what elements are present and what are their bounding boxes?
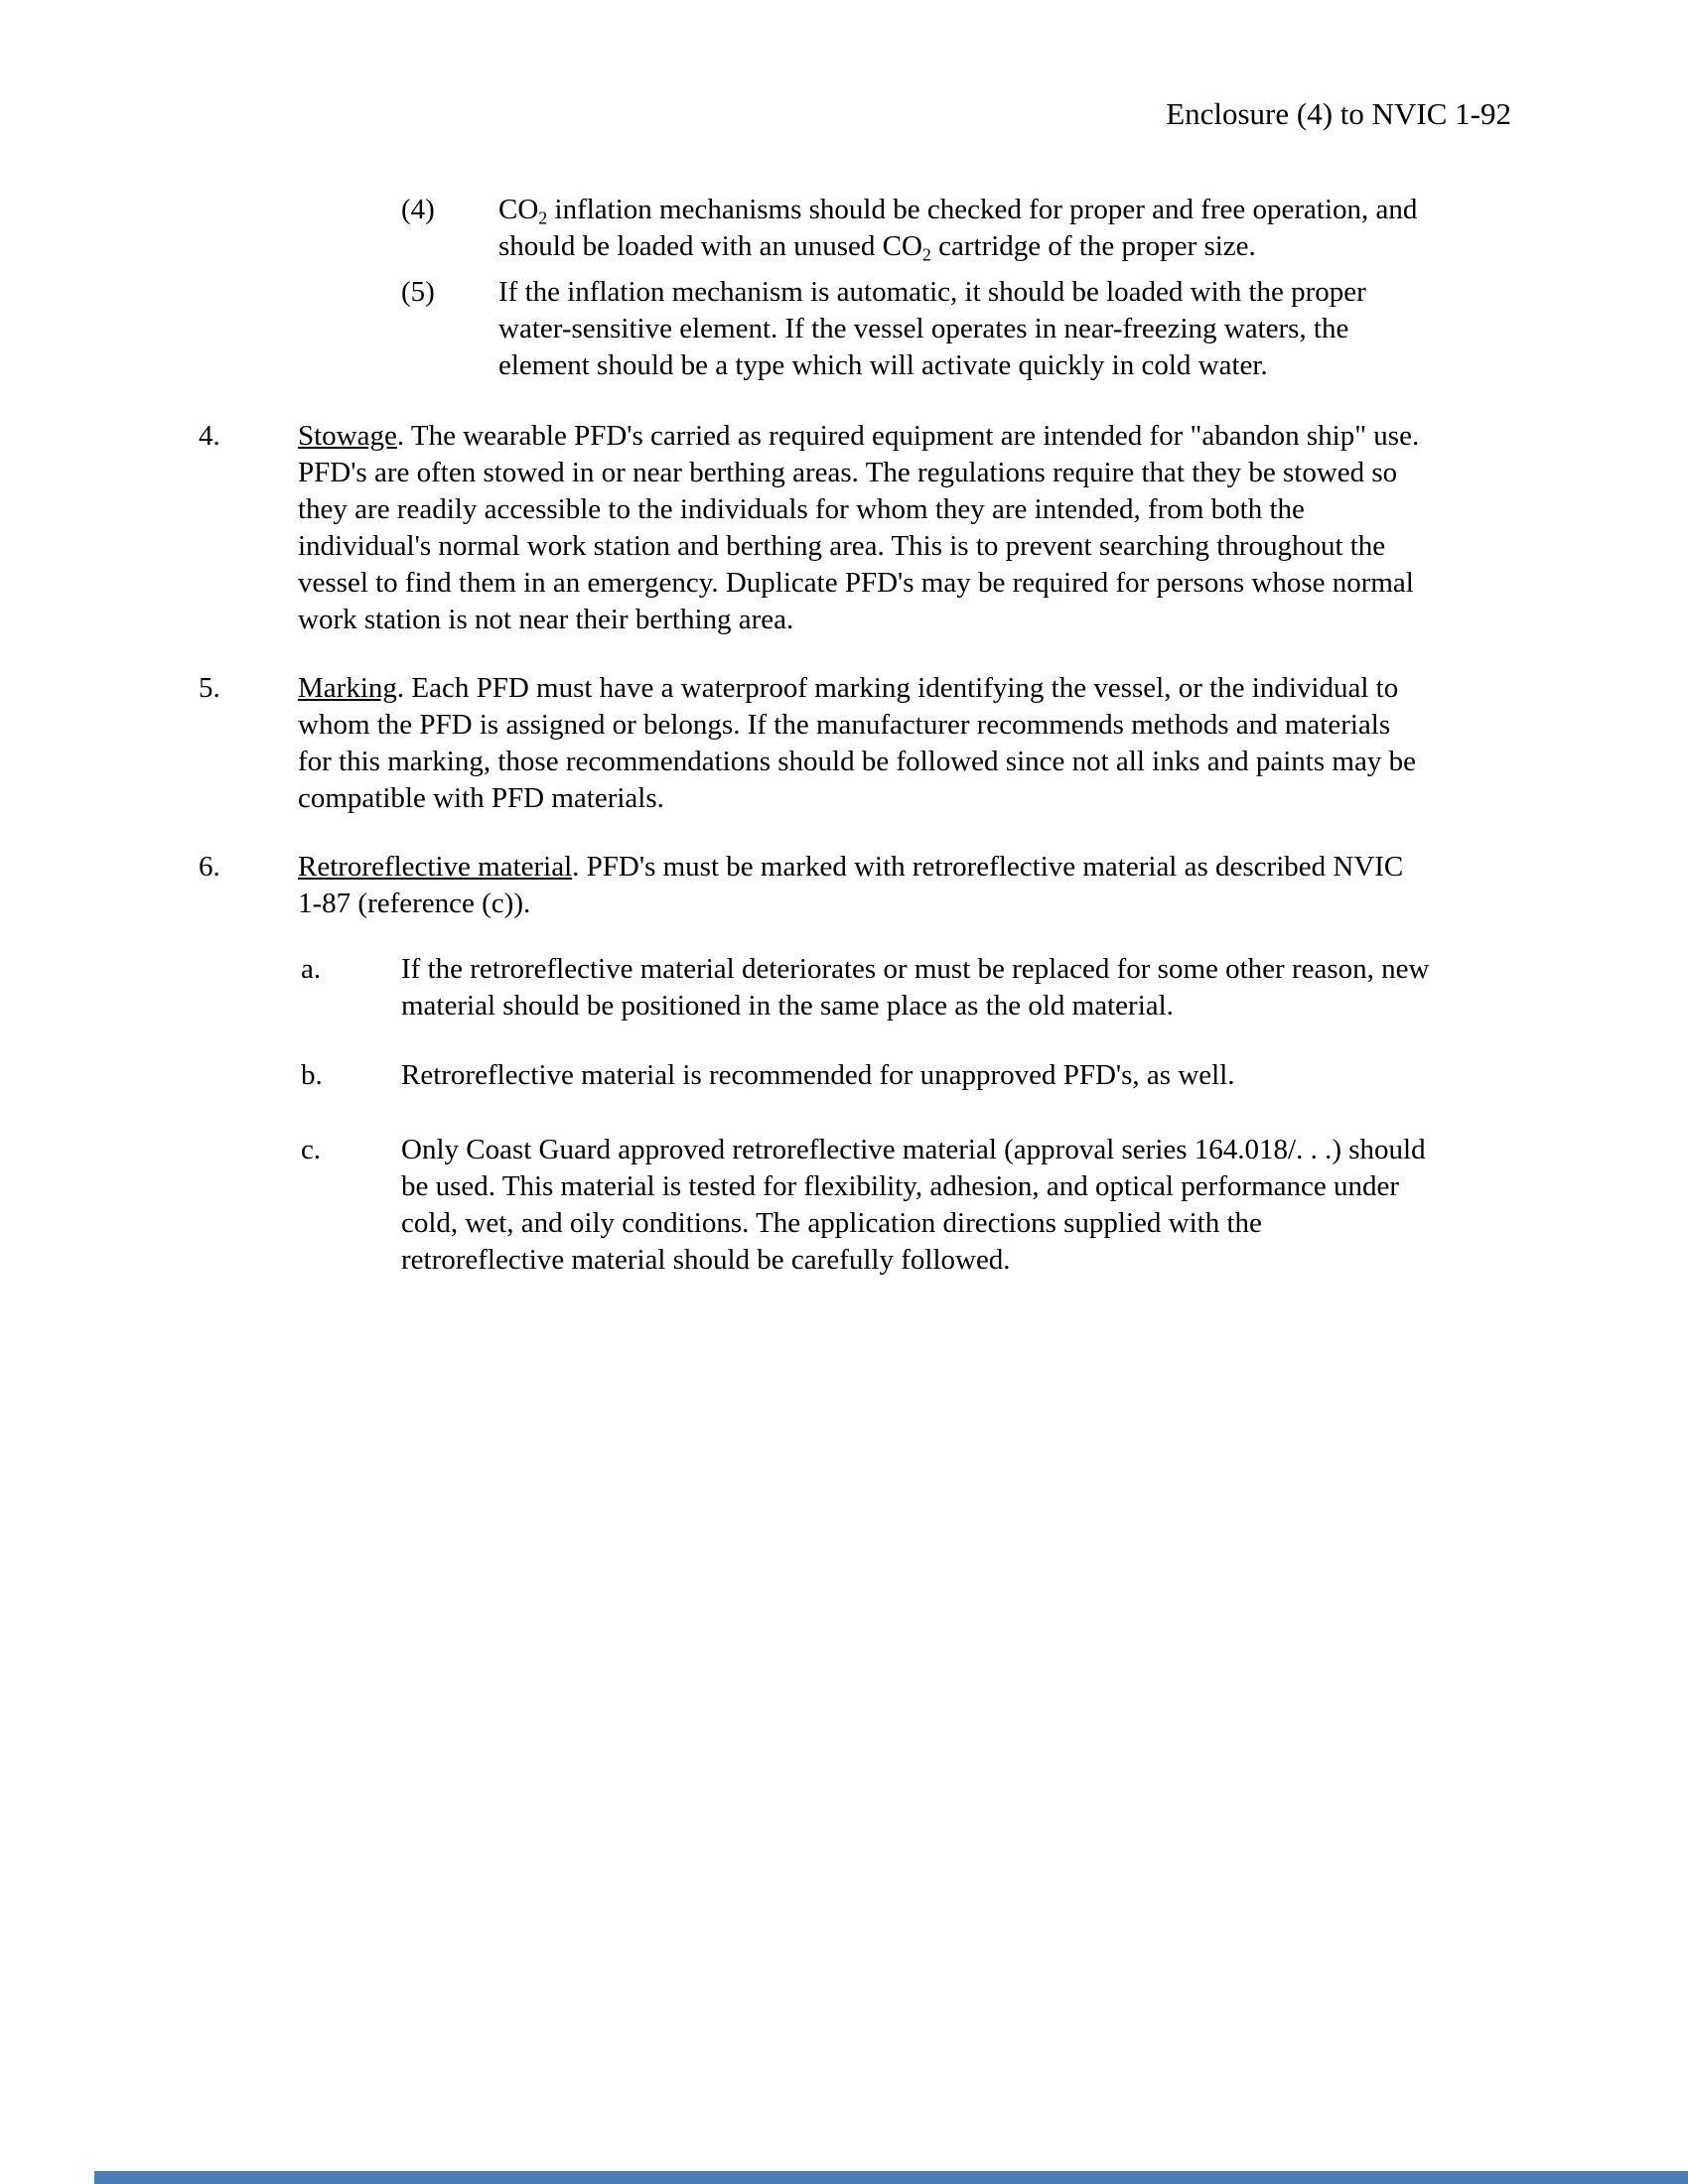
list-item-label: (5) bbox=[401, 276, 435, 308]
subitem-text: Only Coast Guard approved retroreflective material (approval series 164.018/. . .) should be used. This material is tested for flexibility, adhesion, and optical performance under cold, wet, and oily conditions. The application directions supplied with the retroreflective material should be carefully followed. bbox=[401, 1134, 1426, 1276]
list-item-paren-5 bbox=[0, 274, 1688, 384]
subitem-text: Retroreflective material is recommended for unapproved PFD's, as well. bbox=[401, 1059, 1235, 1091]
bottom-accent-bar bbox=[94, 2171, 1688, 2184]
enclosure-header: Enclosure (4) to NVIC 1-92 bbox=[1166, 96, 1511, 131]
list-item-text: If the inflation mechanism is automatic, it should be loaded with the proper water-sensitive element. If the vessel operates in near-freezing waters, the element should be a type which will activate quickly in cold water. bbox=[498, 276, 1366, 381]
section-number: 4. bbox=[199, 420, 220, 452]
list-item-text: $CO_2$ inflation mechanisms should be checked for proper and free operation, and should be loaded with an unused $CO_2$ cartridge of the proper size. bbox=[498, 194, 1418, 265]
section-5-marking bbox=[0, 670, 1688, 817]
subitem-b bbox=[0, 1057, 1688, 1094]
section-number: 5. bbox=[199, 672, 220, 704]
list-item-label: (4) bbox=[401, 194, 435, 225]
section-text: Retroreflective material. PFD's must be marked with retroreflective material as described NVIC 1-87 (reference (c)). bbox=[298, 851, 1404, 919]
section-text: Marking. Each PFD must have a waterproof marking identifying the vessel, or the individual to whom the PFD is assigned or belongs. If the manufacturer recommends methods and materials for this marking, those recommendations should be followed since not all inks and paints may be compatible with PFD materials. bbox=[298, 672, 1416, 814]
subitem-c bbox=[0, 1132, 1688, 1279]
section-4-stowage bbox=[0, 418, 1688, 638]
section-text: Stowage. The wearable PFD's carried as required equipment are intended for "abandon ship" use. PFD's are often stowed in or near berthing areas. The regulations require that they be stowed so they are readily accessible to the individuals for whom they are intended, from both the individual's normal work station and berthing area. This is to prevent searching throughout the vessel to find them in an emergency. Duplicate PFD's may be required for persons whose normal work station is not near their berthing area. bbox=[298, 420, 1420, 635]
subitem-letter: b. bbox=[301, 1059, 323, 1091]
subitem-letter: a. bbox=[301, 953, 322, 985]
section-number: 6. bbox=[199, 851, 220, 883]
subitem-text: If the retroreflective material deteriorates or must be replaced for some other reason, new material should be positioned in the same place as the old material. bbox=[401, 953, 1430, 1022]
subitem-letter: c. bbox=[301, 1134, 322, 1165]
list-item-paren-4 bbox=[0, 192, 1688, 265]
section-6-retroreflective-material bbox=[0, 849, 1688, 922]
subitem-a bbox=[0, 951, 1688, 1024]
